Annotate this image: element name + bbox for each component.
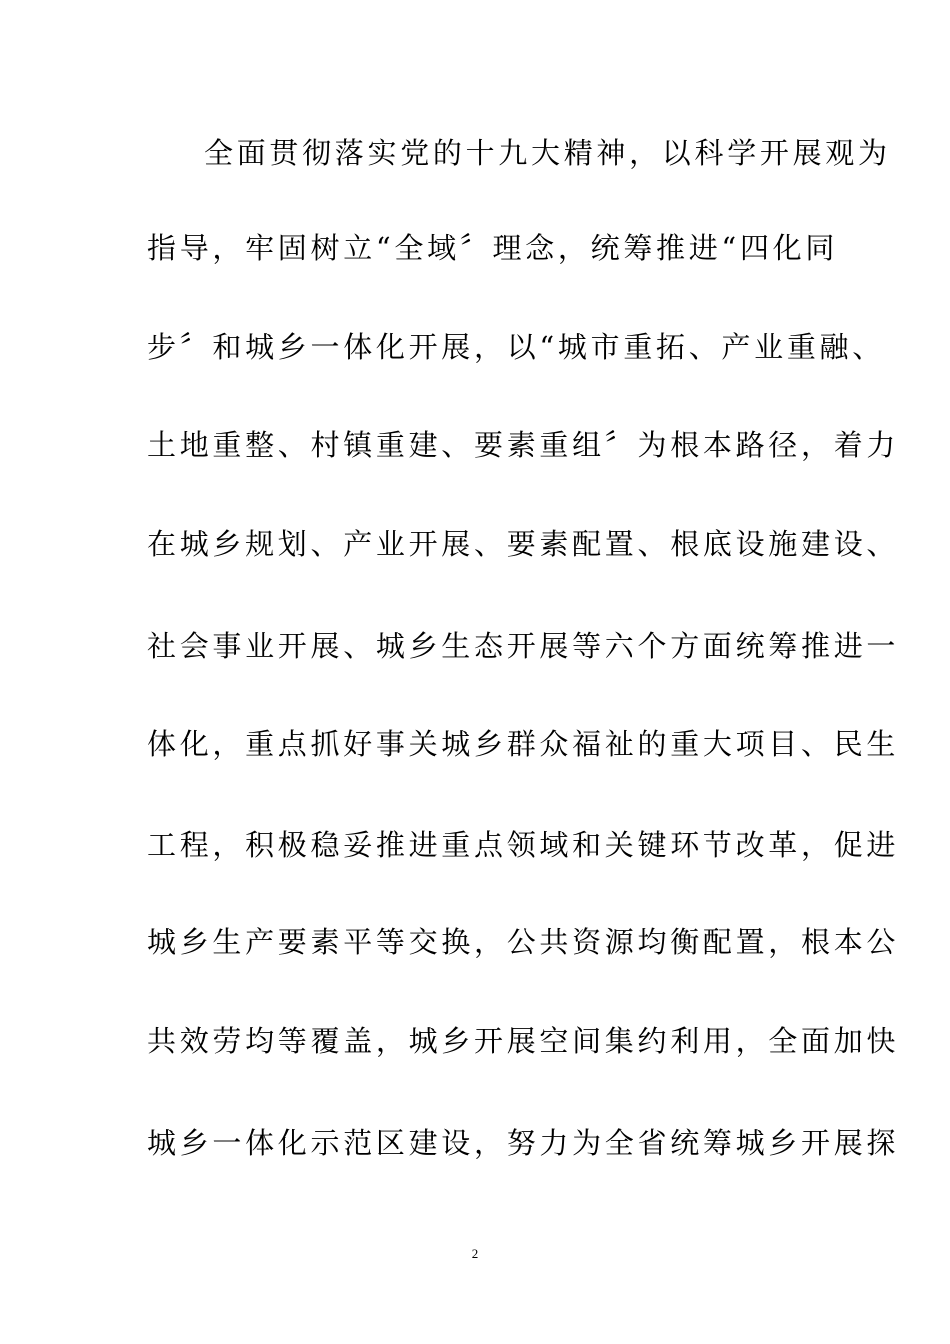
- paragraph-line-1: 全面贯彻落实党的十九大精神，以科学开展观为: [204, 136, 891, 170]
- page-number: 2: [471, 1246, 479, 1261]
- paragraph-line-4: 土地重整、村镇重建、要素重组〞为根本路径，着力: [147, 428, 900, 462]
- paragraph-line-10: 共效劳均等覆盖，城乡开展空间集约利用，全面加快: [147, 1024, 900, 1058]
- paragraph-line-7: 体化，重点抓好事关城乡群众福祉的重大项目、民生: [147, 727, 900, 761]
- paragraph-line-11: 城乡一体化示范区建设，努力为全省统筹城乡开展探: [147, 1126, 900, 1160]
- paragraph-line-9: 城乡生产要素平等交换，公共资源均衡配置，根本公: [147, 925, 900, 959]
- paragraph-line-6: 社会事业开展、城乡生态开展等六个方面统筹推进一: [147, 629, 900, 663]
- paragraph-line-2: 指导，牢固树立“全域〞理念，统筹推进“四化同: [147, 231, 839, 265]
- paragraph-line-8: 工程，积极稳妥推进重点领域和关键环节改革，促进: [147, 828, 900, 862]
- paragraph-line-3: 步〞和城乡一体化开展，以“城市重拓、产业重融、: [147, 330, 885, 364]
- paragraph-line-5: 在城乡规划、产业开展、要素配置、根底设施建设、: [147, 527, 900, 561]
